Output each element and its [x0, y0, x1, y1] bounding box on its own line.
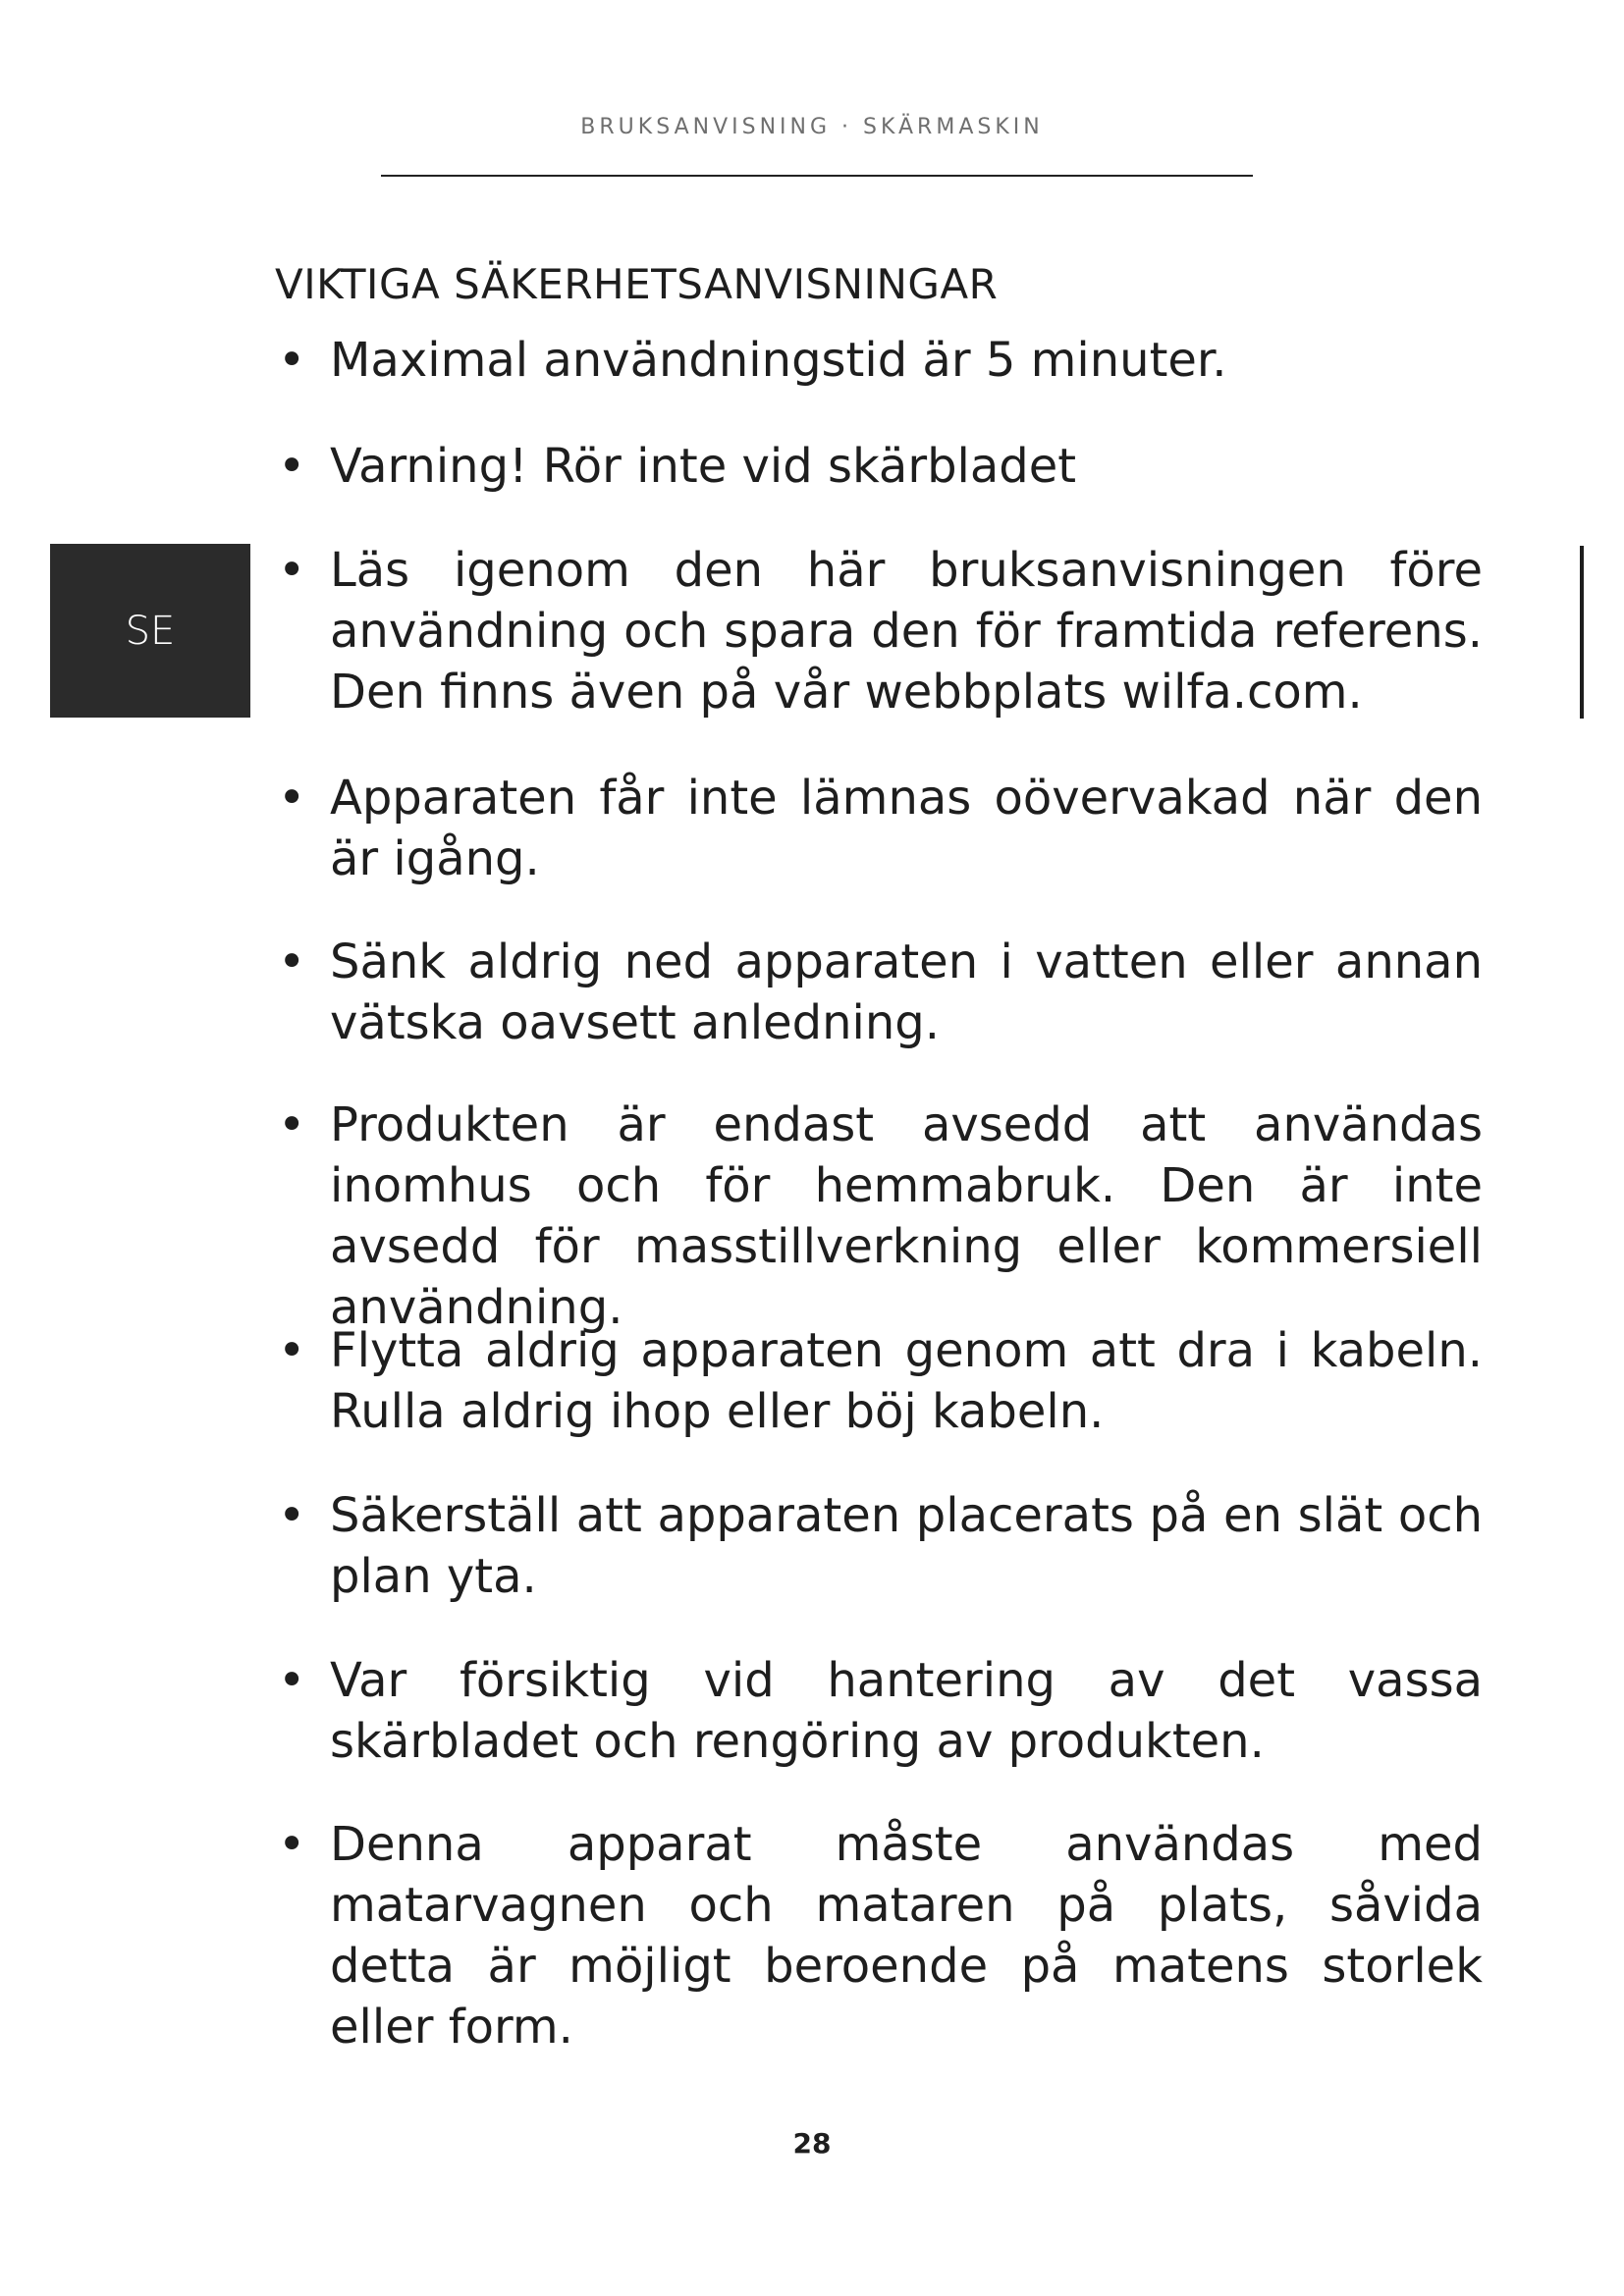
bullet: • — [278, 1488, 306, 1543]
list-item — [278, 932, 1483, 1053]
bullet: • — [278, 1817, 306, 1872]
list-item-text: Apparaten får inte lämnas oövervakad när den är igång. — [330, 771, 1483, 886]
list-item — [278, 1095, 1483, 1338]
bullet: • — [278, 439, 306, 494]
bullet: • — [278, 543, 306, 598]
list-item — [278, 540, 1483, 722]
list-item-text: Läs igenom den här bruksanvisningen före användning och spara den för framtida referens. Den finns även på vår webbplats wilfa.com. — [330, 543, 1483, 720]
bullet: • — [278, 1323, 306, 1378]
running-header: BRUKSANVISNING · SKÄRMASKIN — [580, 115, 1044, 139]
side-marker-bar — [1580, 546, 1584, 719]
header-divider — [381, 175, 1253, 177]
list-item-text: Sänk aldrig ned apparaten i vatten eller annan vätska oavsett anledning. — [330, 934, 1483, 1050]
language-tab-label: SE — [125, 608, 176, 654]
list-item-text: Varning! Rör inte vid skärbladet — [330, 439, 1077, 494]
list-item — [278, 330, 1483, 391]
page-number: 28 — [792, 2127, 832, 2160]
bullet: • — [278, 333, 306, 388]
list-item — [278, 768, 1483, 889]
list-item — [278, 1320, 1483, 1442]
section-title: VIKTIGA SÄKERHETSANVISNINGAR — [275, 260, 999, 308]
list-item-text: Säkerställ att apparaten placerats på en slät och plan yta. — [330, 1488, 1483, 1604]
list-item — [278, 436, 1483, 497]
list-item — [278, 1650, 1483, 1772]
list-item-text: Flytta aldrig apparaten genom att dra i kabeln. Rulla aldrig ihop eller böj kabeln. — [330, 1323, 1483, 1439]
list-item-text: Maximal användningstid är 5 minuter. — [330, 333, 1227, 388]
bullet: • — [278, 771, 306, 826]
list-item — [278, 1485, 1483, 1607]
bullet: • — [278, 1097, 306, 1152]
list-item-text: Denna apparat måste användas med matarvagnen och mataren på plats, såvida detta är möjligt beroende på matens storlek eller form. — [330, 1817, 1483, 2055]
bullet: • — [278, 1653, 306, 1708]
bullet: • — [278, 934, 306, 989]
list-item-text: Var försiktig vid hantering av det vassa skärbladet och rengöring av produkten. — [330, 1653, 1483, 1769]
language-tab — [50, 544, 250, 718]
list-item — [278, 1814, 1483, 2057]
list-item-text: Produkten är endast avsedd att användas inomhus och för hemmabruk. Den är inte avsedd för masstillverkning eller kommersiell användning. — [330, 1097, 1483, 1335]
